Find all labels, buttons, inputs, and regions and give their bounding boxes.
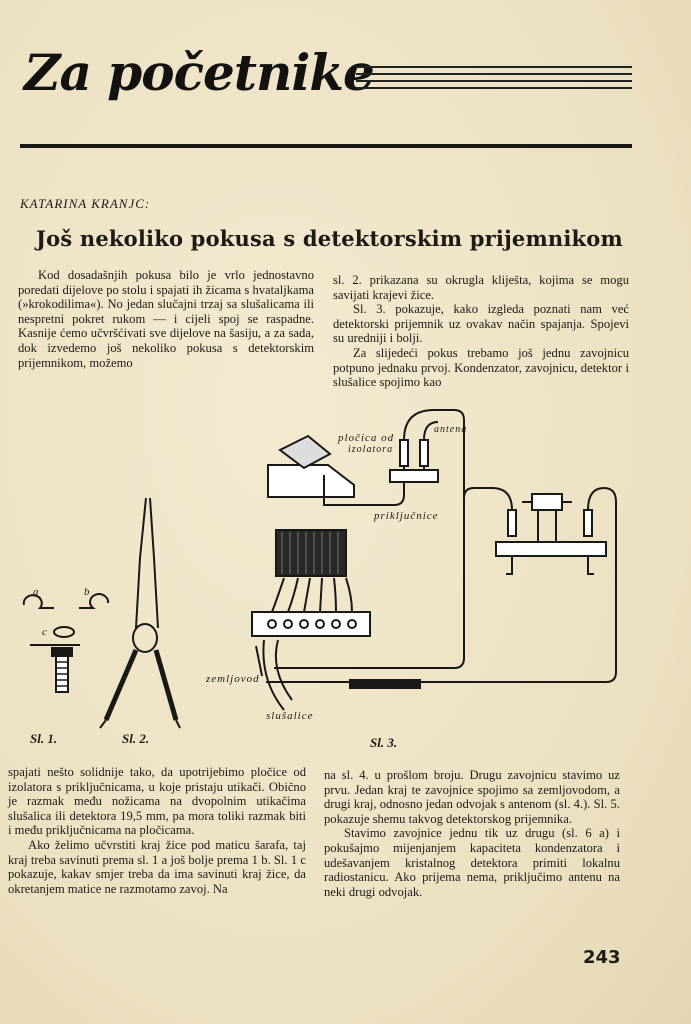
paragraph: Za slijedeći pokus trebamo još jednu zavojnicu potpuno jednaku prvoj. Kondenzator, zavojnicu, detektor i slušalice spojimo kao	[333, 345, 629, 390]
fig3-label-zemljovod: zemljovod	[206, 673, 260, 685]
fig3-label-plocica: pločica od	[338, 432, 395, 444]
fig3-label-prikljucnice: priključnice	[374, 510, 439, 522]
paragraph: spajati nešto solidnije tako, da upotrijebimo pločice od izolatora s priključnicama, u koje pristaju utikači. Obično je razmak među nožicama na dvopolnim utikačima slušalica ili detektora 19,5 mm, pa mora toliki razmak biti i među priključnicama na pločicama.	[8, 765, 306, 838]
fig3-label-slusalice: slušalice	[266, 710, 314, 722]
paragraph: sl. 2. prikazana su okrugla kliješta, kojima se mogu savijati krajevi žice.	[333, 273, 629, 302]
fig1-wire-loops-icon	[24, 594, 108, 692]
paragraph: Stavimo zavojnice jednu tik uz drugu (sl. 6 a) i pokušajmo mijenjanjem kapaciteta kondenzatora i udešavanjem kristalnog detektora primiti lokalnu radiostanicu. Ako prijema nema, priključimo antenu na neki drugi odvojak.	[324, 826, 620, 899]
fig3-label-izolatora: izolatora	[348, 444, 394, 455]
figure-caption-2: Sl. 2.	[122, 731, 150, 746]
fig1-label-b: b	[84, 586, 90, 598]
fig3-label-antena: antena	[434, 424, 468, 435]
text-column-3	[8, 765, 306, 896]
text-column-4	[324, 768, 620, 899]
article-author: KATARINA KRANJC:	[20, 196, 151, 211]
page-number: 243	[583, 947, 621, 968]
fig3-detector-receiver-icon	[252, 410, 616, 710]
paragraph: Ako želimo učvrstiti kraj žice pod maticu šarafa, taj kraj treba savinuti prema sl. 1 a još bolje prema 1 b. Sl. 1 c pokazuje, kakav smjer treba da ima savinuti kraj žice, da okretanjem matice ne razmotamo zavoj. Na	[8, 837, 306, 896]
fig2-round-pliers-icon	[100, 498, 180, 728]
figure-caption-3: Sl. 3.	[370, 735, 398, 750]
article-title: Još nekoliko pokusa s detektorskim prijemnikom	[36, 226, 623, 251]
paragraph: na sl. 4. u prošlom broju. Drugu zavojnicu stavimo uz prvu. Jedan kraj te zavojnice spojimo sa zemljovodom, a drugi kraj, odnosno jedan odvojak s antenom (sl. 4.). Sl. 5. pokazuje shemu takvog detektorskog prijemnika.	[324, 768, 620, 826]
fig1-label-c: c	[42, 626, 47, 638]
paragraph: Sl. 3. pokazuje, kako izgleda poznati nam već detektorski prijemnik uz ovakav način spajanja. Spojevi su uredniji i bolji.	[333, 302, 629, 346]
paragraph: Kod dosadašnjih pokusa bilo je vrlo jednostavno poredati dijelove po stolu i spajati ih žicama s hvataljkama (»krokodilima«). No jedan slučajni trzaj sa slušalicama ili nespretni pokret rukom — i cijeli spoj se raspadne. Kasnije ćemo učvršćivati sve dijelove na šasiju, a za sada, dok izvedemo još nekoliko pokusa s detektorskim prijemnikom, možemo	[18, 268, 314, 370]
fig1-label-a: a	[33, 586, 39, 598]
section-title: Za početnike	[24, 43, 374, 102]
figure-caption-1: Sl. 1.	[30, 731, 58, 746]
